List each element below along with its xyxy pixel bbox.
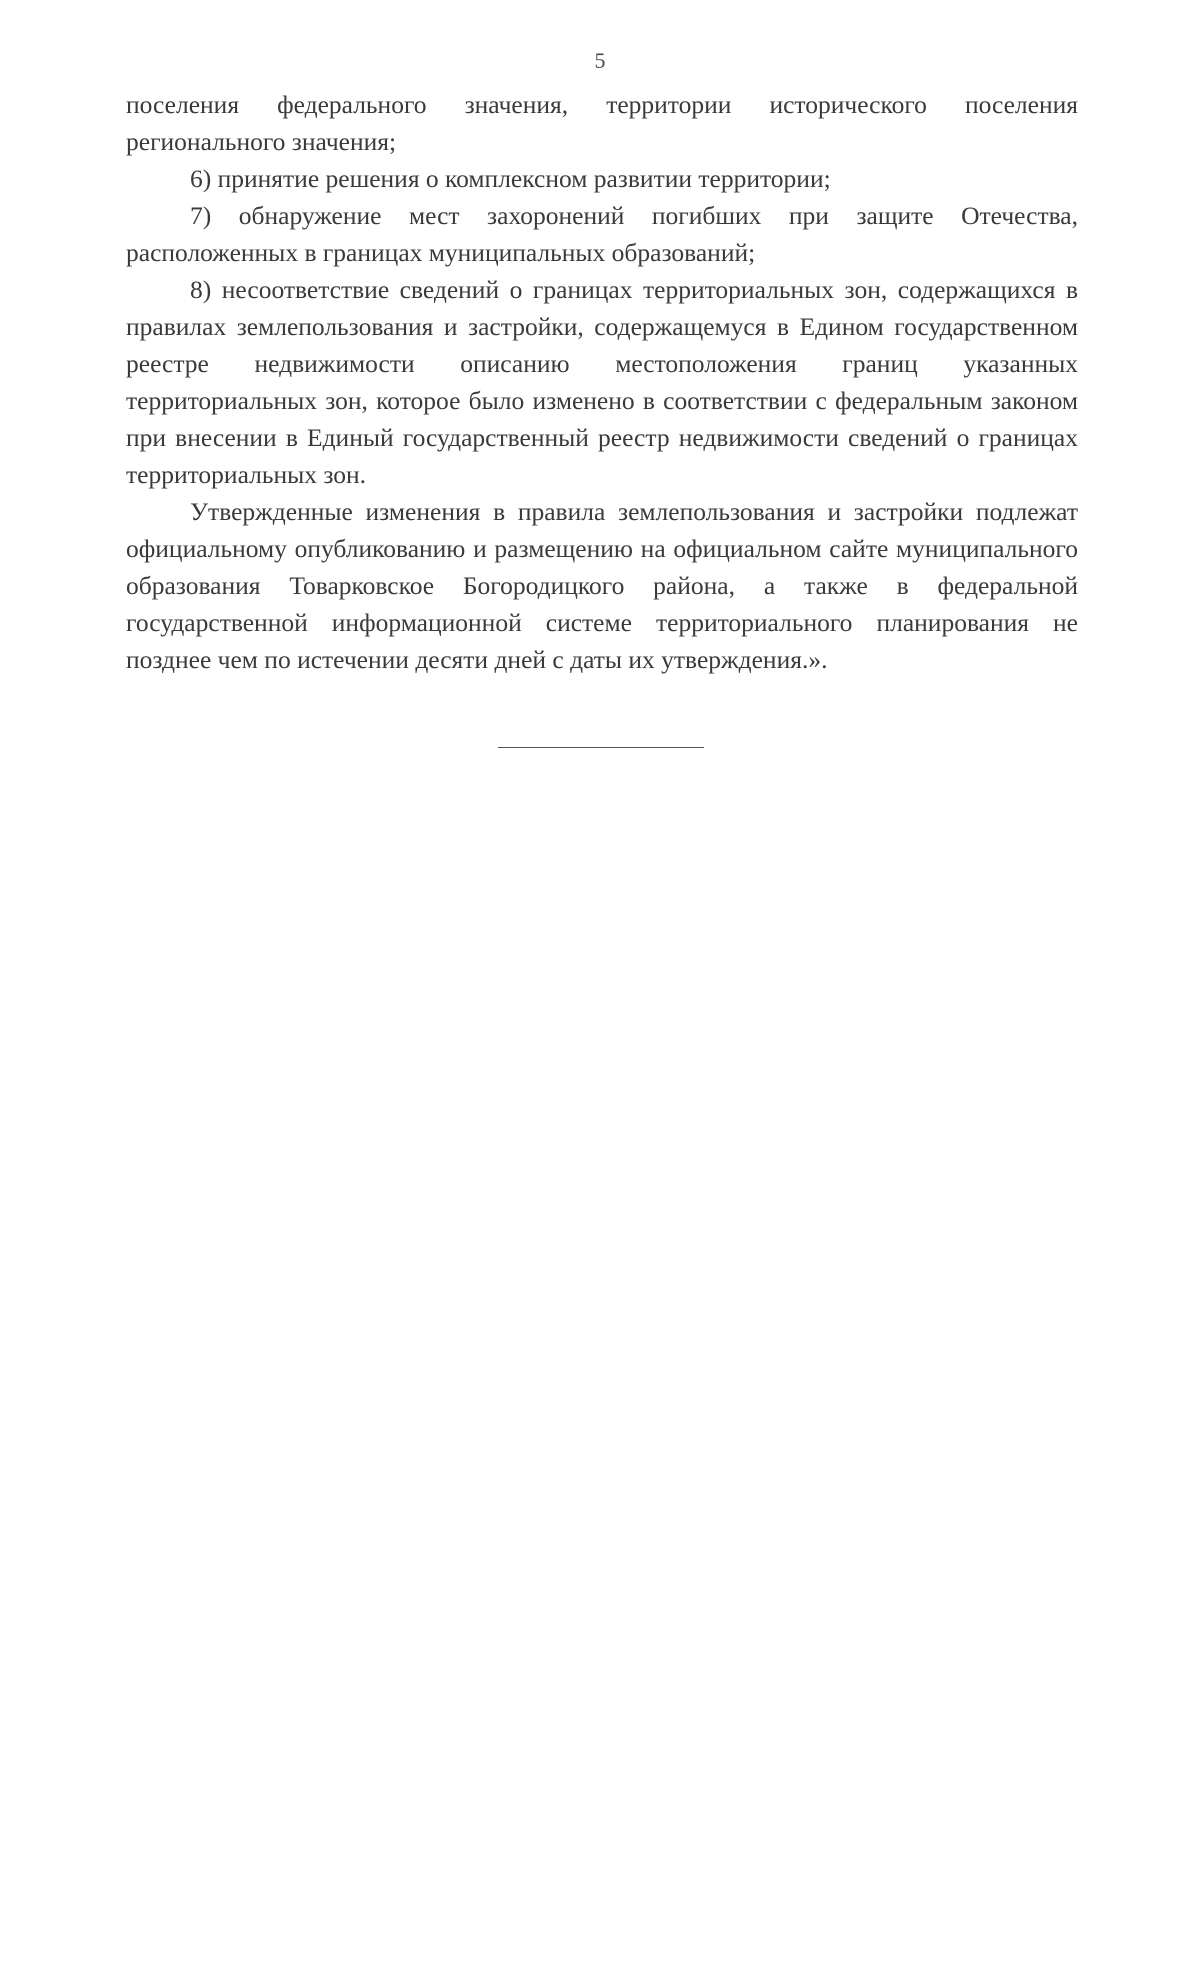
closing-divider [498,747,704,748]
paragraph-continuation: поселения федерального значения, территории исторического поселения регионального значения; [126,90,1078,156]
page-number: 5 [594,48,606,73]
paragraph-approved-changes: Утвержденные изменения в правила землепользования и застройки подлежат официальному опубликованию и размещению на официальном сайте муниципального образования Товарковское Богородицкого района, а также в федеральной государственной информационной системе территориального планирования не позднее чем по истечении десяти дней с даты их утверждения.». [126,497,1078,674]
list-item-6: 6) принятие решения о комплексном развитии территории; [190,164,831,193]
document-body [126,86,1078,678]
list-item-8: 8) несоответствие сведений о границах территориальных зон, содержащихся в правилах землепользования и застройки, содержащемуся в Едином государственном реестре недвижимости описанию местоположения границ указанных территориальных зон, которое было изменено в соответствии с федеральным законом при внесении в Единый государственный реестр недвижимости сведений о границах территориальных зон. [126,275,1078,489]
list-item-7: 7) обнаружение мест захоронений погибших при защите Отечества, расположенных в границах муниципальных образований; [126,201,1078,267]
